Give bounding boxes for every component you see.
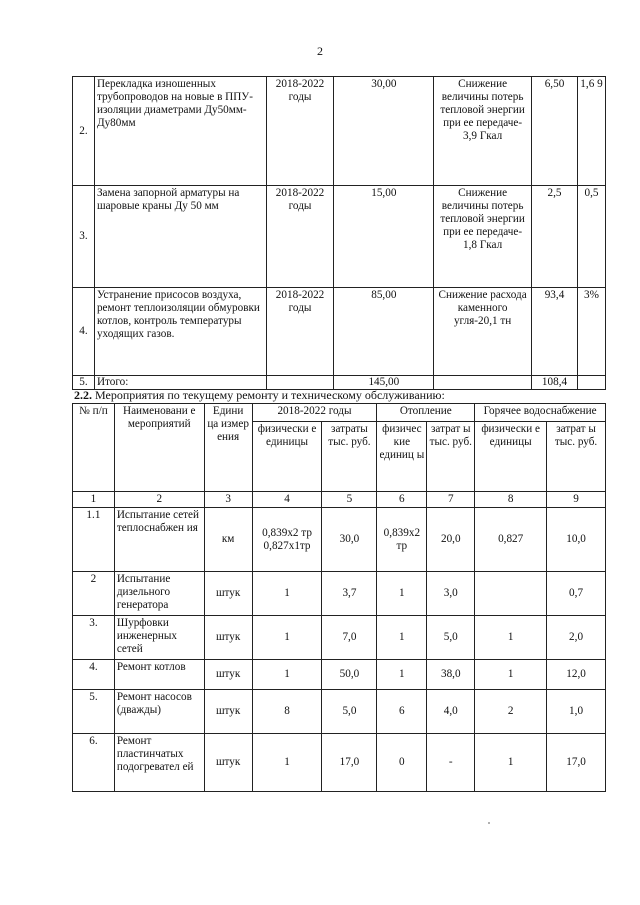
header-hw-phys: физически е единицы — [475, 422, 547, 492]
row-number: 4. — [73, 288, 95, 376]
work-cost: 7,0 — [322, 616, 377, 660]
header-cost: затраты тыс. руб. — [322, 422, 377, 492]
heat-cost: 4,0 — [427, 690, 475, 734]
header-heat-cost: затрат ы тыс. руб. — [427, 422, 475, 492]
measure-period: 2018-2022 годы — [266, 77, 334, 186]
col-number: 5 — [322, 492, 377, 508]
measure-amount: 93,4 — [532, 288, 578, 376]
measure-payback: 3% — [577, 288, 605, 376]
work-cost: 3,7 — [322, 572, 377, 616]
table-row — [73, 508, 606, 572]
total-label: Итого: — [94, 376, 266, 390]
table-row — [73, 690, 606, 734]
section-text: Мероприятия по текущему ремонту и техническому обслуживанию: — [95, 388, 445, 402]
table-row — [73, 616, 606, 660]
header-num: № п/п — [73, 404, 115, 492]
work-phys: 1 — [252, 660, 322, 690]
measure-amount: 6,50 — [532, 77, 578, 186]
section-heading — [74, 388, 445, 403]
heat-cost: - — [427, 734, 475, 792]
header-hw-cost: затрат ы тыс. руб. — [547, 422, 606, 492]
column-number-row — [73, 492, 606, 508]
row-number: 3. — [73, 186, 95, 288]
col-number: 6 — [377, 492, 427, 508]
row-number: 6. — [73, 734, 115, 792]
hw-phys: 1 — [475, 616, 547, 660]
total-number: 5. — [73, 376, 95, 390]
heat-cost: 38,0 — [427, 660, 475, 690]
heat-phys: 0,839х2 тр — [377, 508, 427, 572]
total-cost: 145,00 — [334, 376, 434, 390]
table-row — [73, 734, 606, 792]
header-unit: Едини ца измер ения — [204, 404, 252, 492]
table-row — [73, 572, 606, 616]
work-name: Ремонт пластинчатых подогревател ей — [114, 734, 204, 792]
work-phys: 1 — [252, 616, 322, 660]
maintenance-table — [72, 403, 606, 792]
row-number: 1.1 — [73, 508, 115, 572]
col-number: 1 — [73, 492, 115, 508]
col-number: 9 — [547, 492, 606, 508]
heat-phys: 6 — [377, 690, 427, 734]
hw-cost: 1,0 — [547, 690, 606, 734]
measure-effect: Снижение расхода каменного угля-20,1 тн — [434, 288, 532, 376]
col-number: 4 — [252, 492, 322, 508]
measure-cost: 85,00 — [334, 288, 434, 376]
work-cost: 30,0 — [322, 508, 377, 572]
work-phys: 1 — [252, 572, 322, 616]
work-name: Шурфовки инженерных сетей — [114, 616, 204, 660]
measure-payback: 1,6 9 — [577, 77, 605, 186]
table-row — [73, 77, 606, 186]
work-unit: штук — [204, 572, 252, 616]
heat-phys: 1 — [377, 660, 427, 690]
measure-name: Устранение присосов воздуха, ремонт теплоизоляции обмуровки котлов, контроль температуры уходящих газов. — [94, 288, 266, 376]
work-phys: 8 — [252, 690, 322, 734]
table-row — [73, 660, 606, 690]
work-name: Испытание сетей теплоснабжен ия — [114, 508, 204, 572]
work-unit: штук — [204, 734, 252, 792]
hw-cost: 10,0 — [547, 508, 606, 572]
measure-cost: 15,00 — [334, 186, 434, 288]
heat-cost: 20,0 — [427, 508, 475, 572]
header-row — [73, 404, 606, 422]
work-name: Испытание дизельного генератора — [114, 572, 204, 616]
hw-phys — [475, 572, 547, 616]
heat-phys: 1 — [377, 572, 427, 616]
row-number: 4. — [73, 660, 115, 690]
work-phys: 1 — [252, 734, 322, 792]
header-period: 2018-2022 годы — [252, 404, 377, 422]
empty-cell — [434, 376, 532, 390]
section-number: 2.2. — [74, 388, 92, 402]
work-phys: 0,839х2 тр 0,827х1тр — [252, 508, 322, 572]
col-number: 8 — [475, 492, 547, 508]
measure-cost: 30,00 — [334, 77, 434, 186]
hw-cost: 0,7 — [547, 572, 606, 616]
empty-cell — [577, 376, 605, 390]
energy-measures-table — [72, 76, 606, 390]
measure-effect: Снижение величины потерь тепловой энергии при ее передаче- 1,8 Гкал — [434, 186, 532, 288]
measure-name: Замена запорной арматуры на шаровые краны Ду 50 мм — [94, 186, 266, 288]
total-amount: 108,4 — [532, 376, 578, 390]
header-phys-units: физически е единицы — [252, 422, 322, 492]
col-number: 2 — [114, 492, 204, 508]
heat-phys: 1 — [377, 616, 427, 660]
hw-phys: 1 — [475, 660, 547, 690]
row-number: 3. — [73, 616, 115, 660]
work-cost: 17,0 — [322, 734, 377, 792]
heat-phys: 0 — [377, 734, 427, 792]
hw-phys: 0,827 — [475, 508, 547, 572]
col-number: 7 — [427, 492, 475, 508]
header-name: Наименовани е мероприятий — [114, 404, 204, 492]
page-number: 2 — [317, 44, 323, 58]
work-cost: 5,0 — [322, 690, 377, 734]
work-name: Ремонт насосов (дважды) — [114, 690, 204, 734]
work-unit: штук — [204, 660, 252, 690]
work-unit: штук — [204, 690, 252, 734]
hw-phys: 1 — [475, 734, 547, 792]
heat-cost: 5,0 — [427, 616, 475, 660]
col-number: 3 — [204, 492, 252, 508]
hw-cost: 12,0 — [547, 660, 606, 690]
row-number: 2 — [73, 572, 115, 616]
heat-cost: 3,0 — [427, 572, 475, 616]
hw-cost: 17,0 — [547, 734, 606, 792]
hw-phys: 2 — [475, 690, 547, 734]
measure-period: 2018-2022 годы — [266, 186, 334, 288]
header-hot-water: Горячее водоснабжение — [475, 404, 606, 422]
measure-payback: 0,5 — [577, 186, 605, 288]
measure-period: 2018-2022 годы — [266, 288, 334, 376]
row-number: 2. — [73, 77, 95, 186]
hw-cost: 2,0 — [547, 616, 606, 660]
work-unit: штук — [204, 616, 252, 660]
work-cost: 50,0 — [322, 660, 377, 690]
work-unit: км — [204, 508, 252, 572]
header-heat-phys: физичес кие единиц ы — [377, 422, 427, 492]
scan-speck — [488, 822, 490, 824]
measure-amount: 2,5 — [532, 186, 578, 288]
table-row — [73, 288, 606, 376]
header-heating: Отопление — [377, 404, 475, 422]
work-name: Ремонт котлов — [114, 660, 204, 690]
row-number: 5. — [73, 690, 115, 734]
measure-name: Перекладка изношенных трубопроводов на новые в ППУ-изоляции диаметрами Ду50мм-Ду80мм — [94, 77, 266, 186]
table-row — [73, 186, 606, 288]
measure-effect: Снижение величины потерь тепловой энергии при ее передаче- 3,9 Гкал — [434, 77, 532, 186]
